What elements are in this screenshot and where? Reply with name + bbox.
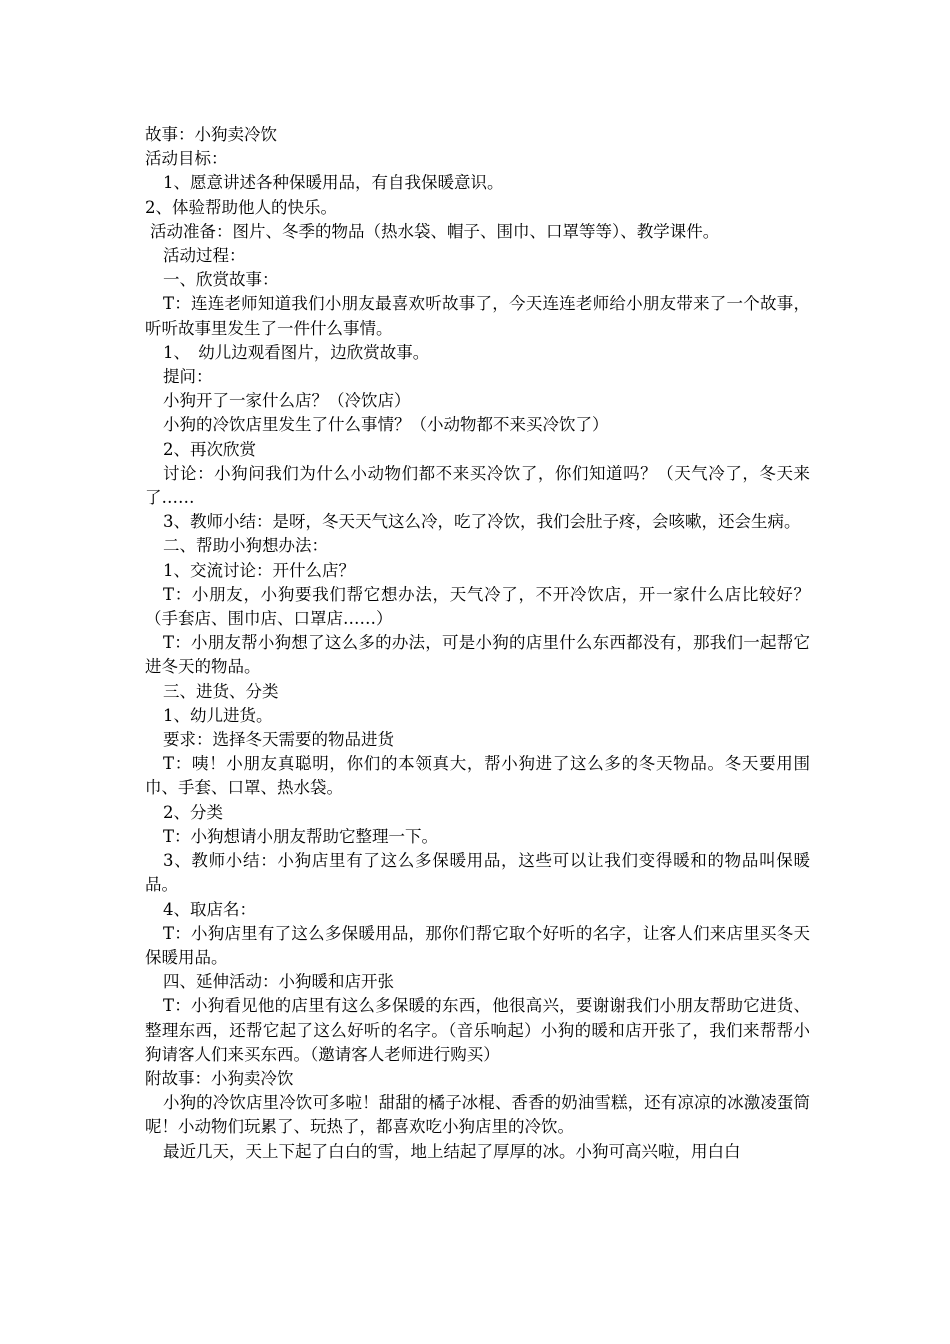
paragraph: 活动准备：图片、冬季的物品（热水袋、帽子、围巾、口罩等等）、教学课件。 [150, 221, 720, 241]
paragraph: 1、交流讨论：开什么店？ [163, 560, 355, 580]
paragraph: 1、愿意讲述各种保暖用品，有自我保暖意识。 [163, 173, 504, 193]
paragraph: T：小朋友帮小狗想了这么多的办法，可是小狗的店里什么东西都没有，那我们一起帮它进冬天的物品。 [145, 633, 810, 677]
paragraph: 2、体验帮助他人的快乐。 [145, 197, 337, 217]
paragraph: 3、教师小结：是呀，冬天天气这么冷，吃了冷饮，我们会肚子疼，会咳嗽，还会生病。 [163, 512, 801, 532]
paragraph: 3、教师小结：小狗店里有了这么多保暖用品，这些可以让我们变得暖和的物品叫保暖品。 [145, 851, 810, 895]
paragraph: 要求：选择冬天需要的物品进货 [163, 730, 394, 750]
paragraph: T：咦！小朋友真聪明，你们的本领真大，帮小狗进了这么多的冬天物品。冬天要用围巾、手套、口罩、热水袋。 [145, 754, 810, 798]
paragraph: T：小狗店里有了这么多保暖用品，那你们帮它取个好听的名字，让客人们来店里买冬天保暖用品。 [145, 923, 810, 967]
paragraph: 小狗的冷饮店里冷饮可多啦！甜甜的橘子冰棍、香香的奶油雪糕，还有凉凉的冰激凌蛋筒呢！小动物们玩累了、玩热了，都喜欢吃小狗店里的冷饮。 [145, 1093, 810, 1137]
paragraph: T：小朋友，小狗要我们帮它想办法，天气冷了，不开冷饮店，开一家什么店比较好？（手套店、围巾店、口罩店……） [145, 584, 810, 629]
paragraph: 1、 幼儿边观看图片，边欣赏故事。 [163, 342, 430, 362]
paragraph: T：连连老师知道我们小朋友最喜欢听故事了，今天连连老师给小朋友带来了一个故事，听听故事里发生了一件什么事情。 [145, 294, 810, 338]
paragraph: 四、延伸活动：小狗暖和店开张 [163, 972, 394, 992]
paragraph: 二、帮助小狗想办法： [163, 536, 328, 556]
paragraph: 三、进货、分类 [163, 681, 279, 701]
paragraph: T：小狗想请小朋友帮助它整理一下。 [163, 826, 439, 846]
paragraph: 小狗的冷饮店里发生了什么事情？（小动物都不来买冷饮了） [163, 415, 609, 435]
paragraph: 最近几天，天上下起了白白的雪，地上结起了厚厚的冰。小狗可高兴啦，用白白 [163, 1141, 741, 1161]
paragraph: 活动目标： [145, 149, 228, 169]
paragraph: 附故事：小狗卖冷饮 [145, 1068, 294, 1088]
paragraph: 1、幼儿进货。 [163, 705, 273, 725]
paragraph: 讨论：小狗问我们为什么小动物们都不来买冷饮了，你们知道吗？（天气冷了，冬天来了…… [145, 463, 810, 508]
paragraph: 故事：小狗卖冷饮 [145, 125, 277, 144]
paragraph: 提问： [163, 367, 213, 387]
paragraph: T：小狗看见他的店里有这么多保暖的东西，他很高兴，要谢谢我们小朋友帮助它进货、整理东西，还帮它起了这么好听的名字。（音乐响起）小狗的暖和店开张了，我们来帮帮小狗请客人们来买东西。（邀请客人老师进行购买） [145, 996, 810, 1064]
paragraph: 一、欣赏故事： [163, 270, 279, 290]
document-page [145, 123, 810, 1164]
paragraph: 2、分类 [163, 802, 223, 822]
paragraph: 2、再次欣赏 [163, 439, 256, 459]
paragraph: 4、取店名： [163, 899, 256, 919]
paragraph: 小狗开了一家什么店？（冷饮店） [163, 391, 411, 411]
paragraph: 活动过程： [163, 246, 246, 266]
